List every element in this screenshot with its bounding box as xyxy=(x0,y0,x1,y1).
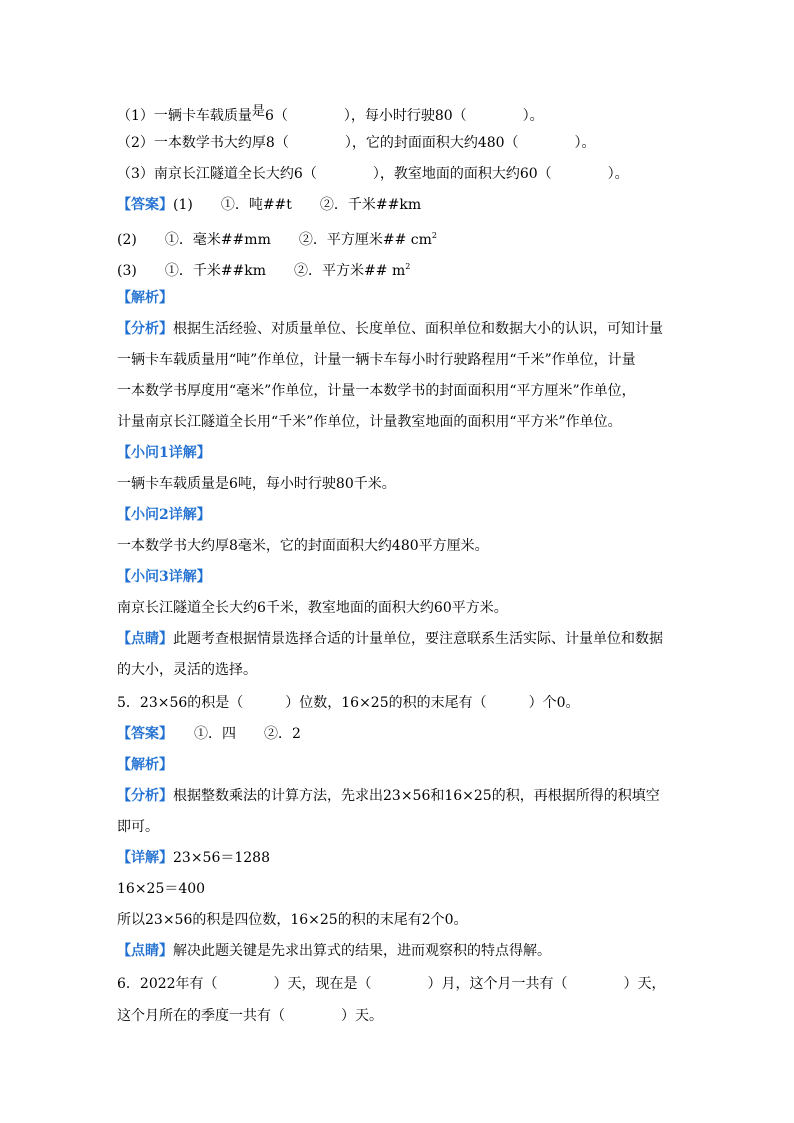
answer-tag: 【答案】 xyxy=(117,197,173,213)
q4-answer-line3: (3) ①．千米##km ②．平方米## $m^2$ xyxy=(117,262,411,279)
q4-sub2-text: 一本数学书大约厚8毫米，它的封面面积大约480平方厘米。 xyxy=(117,538,489,554)
q4-fenxi-line2: 一辆卡车载质量用“吨”作单位，计量一辆卡车每小时行驶路程用“千米”作单位，计量 xyxy=(117,352,636,368)
q5-question: 5．23×56的积是（ ）位数，16×25的积的末尾有（ ）个0。 xyxy=(117,695,580,711)
q5-fenxi-line1: 【分析】根据整数乘法的计算方法，先求出23×56和16×25的积，再根据所得的积填空 xyxy=(117,788,660,804)
q4-dianjing-line1: 【点睛】此题考查根据情景选择合适的计量单位，要注意联系生活实际、计量单位和数据 xyxy=(117,631,663,647)
q4-fenxi-line1: 【分析】根据生活经验、对质量单位、长度单位、面积单位和数据大小的认识，可知计量 xyxy=(117,321,663,337)
q5-xiangjie-line3: 所以23×56的积是四位数，16×25的积的末尾有2个0。 xyxy=(117,912,468,928)
q4-fenxi-line3: 一本数学书厚度用“毫米”作单位，计量一本数学书的封面面积用“平方厘米”作单位， xyxy=(117,383,636,399)
q5-fenxi-line2: 即可。 xyxy=(117,819,159,835)
q4-jiexi-tag: 【解析】 xyxy=(117,290,173,306)
q4-sub1-text: 一辆卡车载质量是6吨，每小时行驶80千米。 xyxy=(117,476,396,492)
q6-line1: 6．2022年有（ ）天，现在是（ ）月，这个月一共有（ ）天， xyxy=(117,976,666,992)
q4-sub2-tag: 【小问2详解】 xyxy=(117,507,211,523)
q4-answer-line2: (2) ①．毫米##mm ②．平方厘米## $cm^2$ xyxy=(117,231,437,248)
q5-dianjing: 【点睛】解决此题关键是先求出算式的结果，进而观察积的特点得解。 xyxy=(117,943,551,959)
q4-part3: （3）南京长江隧道全长大约6（ ），教室地面的面积大约60（ ）。 xyxy=(117,166,629,182)
q5-jiexi-tag: 【解析】 xyxy=(117,757,173,773)
q5-xiangjie-line1: 【详解】23×56＝1288 xyxy=(117,850,270,866)
q4-sub1-tag: 【小问1详解】 xyxy=(117,445,211,461)
q4-sub3-tag: 【小问3详解】 xyxy=(117,569,211,585)
q4-part2: （2）一本数学书大约厚8（ ），它的封面面积大约480（ ）。 xyxy=(117,135,596,151)
q4-fenxi-line4: 计量南京长江隧道全长用“千米”作单位，计量教室地面的面积用“平方米”作单位。 xyxy=(117,414,622,430)
q5-xiangjie-line2: 16×25＝400 xyxy=(117,881,206,897)
q4-answer-line1: 【答案】(1) ①．吨##t ②．千米##km xyxy=(117,197,422,213)
q6-line2: 这个月所在的季度一共有（ ）天。 xyxy=(117,1008,383,1024)
q4-part1: （1）一辆卡车载质量$^是$6（ ），每小时行驶80（ ）。 xyxy=(117,104,544,124)
q5-answer: 【答案】 ①．四 ②．2 xyxy=(117,726,301,742)
q4-dianjing-line2: 的大小，灵活的选择。 xyxy=(117,662,257,678)
q4-sub3-text: 南京长江隧道全长大约6千米，教室地面的面积大约60平方米。 xyxy=(117,600,508,616)
